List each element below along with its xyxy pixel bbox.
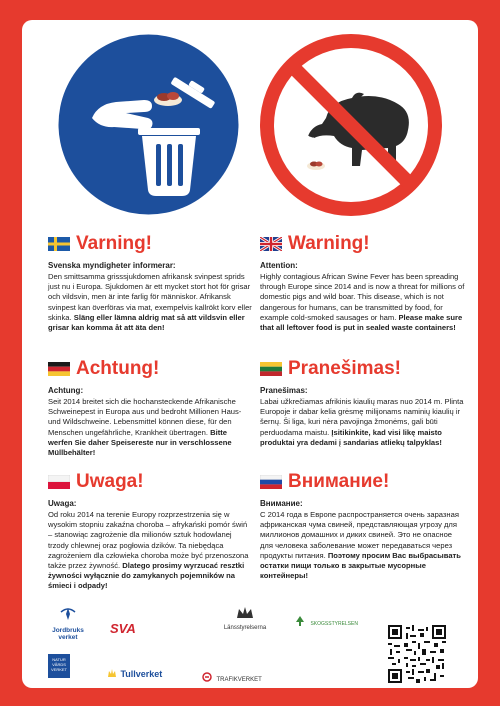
poland-flag-icon xyxy=(48,475,70,489)
section-body xyxy=(260,510,465,581)
section-russian xyxy=(260,470,465,581)
section-body xyxy=(48,272,253,333)
section-title: Uwaga! xyxy=(76,471,144,492)
section-subhead: Achtung: xyxy=(48,386,84,395)
naturvardsverket-logo xyxy=(48,654,70,678)
body-text: Seit 2014 breitet sich die hochansteckende Afrikanische Schweinepest in Europa aus und bedroht Millionen Haus- und Wildschweine. Lebensmittel können diese, für den Menschen ungefährliche, Krankheit übertragen. xyxy=(48,397,242,437)
section-subhead: Svenska myndigheter informerar: xyxy=(48,261,176,270)
jordbruksverket-emblem-icon xyxy=(57,606,79,622)
body-text: С 2014 года в Европе распространяется очень заразная африканская чума свиней, представляющая угрозу для миллионов домашних и диких свиней. Это не опасное для человека заболевание может передаваться через продукты питания. xyxy=(260,510,459,560)
section-body xyxy=(48,510,253,592)
section-polish xyxy=(48,470,253,592)
lansstyrelserna-name: Länsstyrelserna xyxy=(223,625,267,631)
body-emphasis: Please make sure that all leftover food is put in sealed waste containers! xyxy=(260,312,463,333)
section-title: Внимание! xyxy=(288,471,390,492)
section-subhead: Внимание: xyxy=(260,499,303,508)
tullverket-logo xyxy=(108,664,162,682)
section-subhead: Attention: xyxy=(260,261,298,270)
section-subhead: Pranešimas: xyxy=(260,386,308,395)
tullverket-name: Tullverket xyxy=(120,669,163,679)
section-body xyxy=(48,397,253,458)
body-text: Den smittsamma grisssjukdomen afrikansk svinpest sprids just nu i Europa. Sjukdomen är ett mycket stort hot för grisar och vildsvin, men är inte farlig för människor. Afrikansk svinpest kan överföras via mat, exempelvis kallrökt korv eller skinka. xyxy=(48,272,252,322)
pictograms xyxy=(22,20,478,235)
trafikverket-emblem-icon xyxy=(202,672,212,682)
body-emphasis: Släng eller lämna aldrig mat så att vildsvin eller grisar kan komma åt att äta den! xyxy=(48,312,245,333)
section-body xyxy=(260,397,465,448)
sva-wordmark: SVA xyxy=(110,621,136,636)
body-emphasis: Dlatego prosimy wyrzucać resztki żywności wyłącznie do zamykanych pojemników na śmieci i odpady! xyxy=(48,561,245,591)
trafikverket-logo xyxy=(202,668,262,686)
body-text: Highly contagious African Swine Fever has been spreading through Europe since 2014 and is now a threat for millions of domestic pigs and wild boar. This disease, which is not dangerous for humans, can be transmitted by food, for example cold-smoked sausages or ham. xyxy=(260,272,465,322)
crown-icon xyxy=(235,604,255,620)
jordbruksverket-line1: Jordbruks xyxy=(52,627,84,634)
body-text: Od roku 2014 na terenie Europy rozprzestrzenia się w wysokim stopniu zakaźna choroba – afrykański pomór świń – stanowiąc zagrożenie dla milionów sztuk hodowlanej trzody chlewnej oraz pogłowia dzików. Ta niebędąca zagrożeniem dla człowieka choroba może być przenoszona także przez żywność. xyxy=(48,510,249,571)
skogsstyrelsen-logo xyxy=(294,612,358,630)
lithuania-flag-icon xyxy=(260,362,282,376)
section-title: Varning! xyxy=(76,233,153,254)
poster xyxy=(22,20,478,688)
trash-disposal-icon xyxy=(56,32,241,217)
section-title: Pranešimas! xyxy=(288,358,402,379)
section-header xyxy=(48,232,253,256)
tree-icon xyxy=(294,615,306,627)
body-emphasis: Įsitikinkite, kad visi likę maisto produktai yra dedami į sandarias atliekų talpyklas! xyxy=(260,427,442,447)
section-header xyxy=(260,232,465,256)
section-swedish xyxy=(48,232,253,333)
section-german xyxy=(48,357,253,458)
jordbruksverket-logo xyxy=(48,606,88,641)
lansstyrelserna-logo xyxy=(218,604,272,631)
uk-flag-icon xyxy=(260,237,282,251)
trafikverket-name: TRAFIKVERKET xyxy=(216,677,262,683)
section-subhead: Uwaga: xyxy=(48,499,77,508)
sweden-flag-icon xyxy=(48,237,70,251)
skogsstyrelsen-name: SKOGSSTYRELSEN xyxy=(310,621,358,627)
sva-logo xyxy=(110,620,136,638)
body-text: Labai užkrečiamas afrikinis kiaulių maras nuo 2014 m. Plinta Europoje ir dabar kelia grėsmę milijonams naminių kiaulių ir šernų. Ši liga, kuri nėra pavojinga žmonėms, gali būti perduodama maistu. xyxy=(260,397,464,437)
section-header xyxy=(48,357,253,381)
section-english xyxy=(260,232,465,333)
tullverket-crown-icon xyxy=(108,668,116,678)
no-boar-feeding-icon xyxy=(256,30,446,220)
body-emphasis: Поэтому просим Вас выбрасывать остатки пищи только в закрытые мусорные контейнеры! xyxy=(260,550,461,581)
germany-flag-icon xyxy=(48,362,70,376)
naturvardsverket-name: NATUR VÅRDS VERKET xyxy=(50,657,67,672)
section-header xyxy=(260,357,465,381)
body-emphasis: Bitte werfen Sie daher Speisereste nur in verschlossene Müllbehälter! xyxy=(48,427,232,458)
section-title: Warning! xyxy=(288,233,370,254)
section-header xyxy=(260,470,465,494)
section-header xyxy=(48,470,253,494)
section-body xyxy=(260,272,465,333)
jordbruksverket-line2: verket xyxy=(58,634,78,641)
russia-flag-icon xyxy=(260,475,282,489)
qr-code-icon[interactable] xyxy=(388,625,446,683)
section-title: Achtung! xyxy=(76,358,160,379)
section-lithuanian xyxy=(260,357,465,448)
